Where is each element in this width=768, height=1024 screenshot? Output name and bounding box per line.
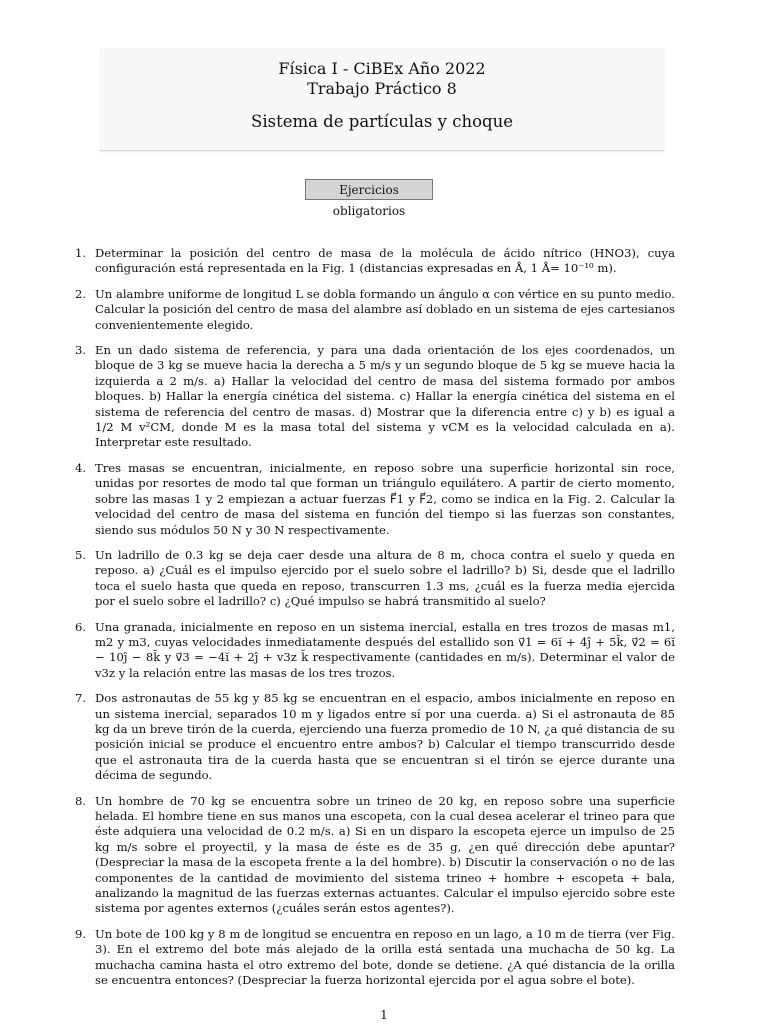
exercise-item — [75, 794, 675, 917]
exercise-text: Un hombre de 70 kg se encuentra sobre un trineo de 20 kg, en reposo sobre una superficie helada. El hombre tiene en sus manos una escopeta, con la cual desea acelerar el trineo para que éste adquiera una velocidad de 0.2 m/s. a) Si en un disparo la escopeta ejerce un impulso de 25 kg m/s sobre el proyectil, y la masa de éste es de 35 g, ¿en qué dirección debe apuntar? (Despreciar la masa de la escopeta frente a la del hombre). b) Discutir la conservación o no de las componentes de la cantidad de movimiento del sistema trineo + hombre + escopeta + bala, analizando la magnitud de las fuerzas externas actuantes. Calcular el impulso ejercido sobre este sistema por agentes externos (¿cuáles serán estos agentes?). — [95, 793, 675, 916]
exercise-number: 3. — [75, 343, 87, 358]
exercise-text: Determinar la posición del centro de masa de la molécula de ácido nítrico (HNO3), cuya configuración está representada en la Fig. 1 (distancias expresadas en Å, 1 Å= 10⁻¹⁰ m). — [95, 246, 675, 276]
exercise-number: 8. — [75, 793, 87, 808]
topic-title: Sistema de partículas y choque — [251, 112, 513, 131]
exercise-text: Una granada, inicialmente en reposo en un sistema inercial, estalla en tres trozos de masas m1, m2 y m3, cuyas velocidades inmediatamente después del estallido son v⃗1 = 6ĭ + 4ĵ + 5k̆, v⃗2 = 6ĭ − 10ĵ − 8k̆ y v⃗3 = −4ĭ + 2ĵ + v3z k̆ respectivamente (cantidades en m/s). Determinar el valor de v3z y la relación entre las masas de los tres trozos. — [95, 619, 675, 680]
exercise-number: 2. — [75, 286, 87, 301]
exercise-number: 7. — [75, 691, 87, 706]
exercise-item — [75, 548, 675, 610]
document-header — [100, 48, 664, 151]
exercise-number: 6. — [75, 619, 87, 634]
exercise-number: 1. — [75, 246, 87, 260]
course-title: Física I - CiBEx Año 2022 — [278, 59, 486, 78]
exercise-text: Un bote de 100 kg y 8 m de longitud se encuentra en reposo en un lago, a 10 m de tierra (ver Fig. 3). En el extremo del bote más alejado de la orilla está sentada una muchacha de 50 kg. La muchacha camina hasta el otro extremo del bote, donde se detiene. ¿A qué distancia de la orilla se encuentra entonces? (Despreciar la fuerza horizontal ejercida por el agua sobre el bote). — [95, 926, 675, 988]
exercise-item — [75, 246, 675, 277]
exercise-item — [75, 927, 675, 989]
exercise-text: Tres masas se encuentran, inicialmente, en reposo sobre una superficie horizontal sin roce, unidas por resortes de modo tal que forman un triángulo equilátero. A partir de cierto momento, sobre las masas 1 y 2 empiezan a actuar fuerzas F⃗1 y F⃗2, como se indica en la Fig. 2. Calcular la velocidad del centro de masa del sistema en función del tiempo si las fuerzas son constantes, siendo sus módulos 50 N y 30 N respectivamente. — [95, 460, 675, 537]
section-label: Ejercicios obligatorios — [305, 179, 433, 200]
exercise-text: Un ladrillo de 0.3 kg se deja caer desde una altura de 8 m, choca contra el suelo y queda en reposo. a) ¿Cuál es el impulso ejercido por el suelo sobre el ladrillo? b) Si, desde que el ladrillo toca el suelo hasta que queda en reposo, transcurren 1.3 ms, ¿cuál es la fuerza media ejercida por el suelo sobre el ladrillo? c) ¿Qué impulso se habrá transmitido al suelo? — [95, 547, 675, 609]
exercise-item — [75, 691, 675, 783]
exercise-list — [75, 246, 675, 998]
exercise-text: Dos astronautas de 55 kg y 85 kg se encuentran en el espacio, ambos inicialmente en reposo en un sistema inercial, separados 10 m y ligados entre sí por una cuerda. a) Si el astronauta de 85 kg da un breve tirón de la cuerda, ejerciendo una fuerza promedio de 10 N, ¿a qué distancia de su posición inicial se produce el encuentro entre ambos? b) Calcular el tiempo transcurrido desde que el astronauta tira de la cuerda hasta que se encuentran si el tirón se ejerce durante una décima de segundo. — [95, 691, 675, 783]
exercise-item — [75, 287, 675, 333]
exercise-number: 9. — [75, 926, 87, 941]
exercise-text: Un alambre uniforme de longitud L se dobla formando un ángulo α con vértice en su punto medio. Calcular la posición del centro de masa del alambre así doblado en un sistema de ejes cartesianos convenientemente elegido. — [95, 286, 675, 332]
exercise-text: En un dado sistema de referencia, y para una dada orientación de los ejes coordenados, un bloque de 3 kg se mueve hacia la derecha a 5 m/s y un segundo bloque de 5 kg se mueve hacia la izquierda a 2 m/s. a) Hallar la velocidad del centro de masa del sistema formado por ambos bloques. b) Hallar la energía cinética del sistema. c) Hallar la energía cinética del sistema en el sistema de referencia del centro de masas. d) Mostrar que la diferencia entre c) y b) es igual a 1/2 M v²CM, donde M es la masa total del sistema y vCM es la velocidad calculada en a). Interpretar este resultado. — [95, 343, 675, 450]
exercise-item — [75, 461, 675, 538]
exercise-item — [75, 620, 675, 682]
assignment-title: Trabajo Práctico 8 — [307, 79, 457, 98]
exercise-item — [75, 343, 675, 451]
page-number: 1 — [380, 1008, 388, 1022]
exercise-number: 5. — [75, 547, 87, 562]
exercise-number: 4. — [75, 460, 87, 475]
